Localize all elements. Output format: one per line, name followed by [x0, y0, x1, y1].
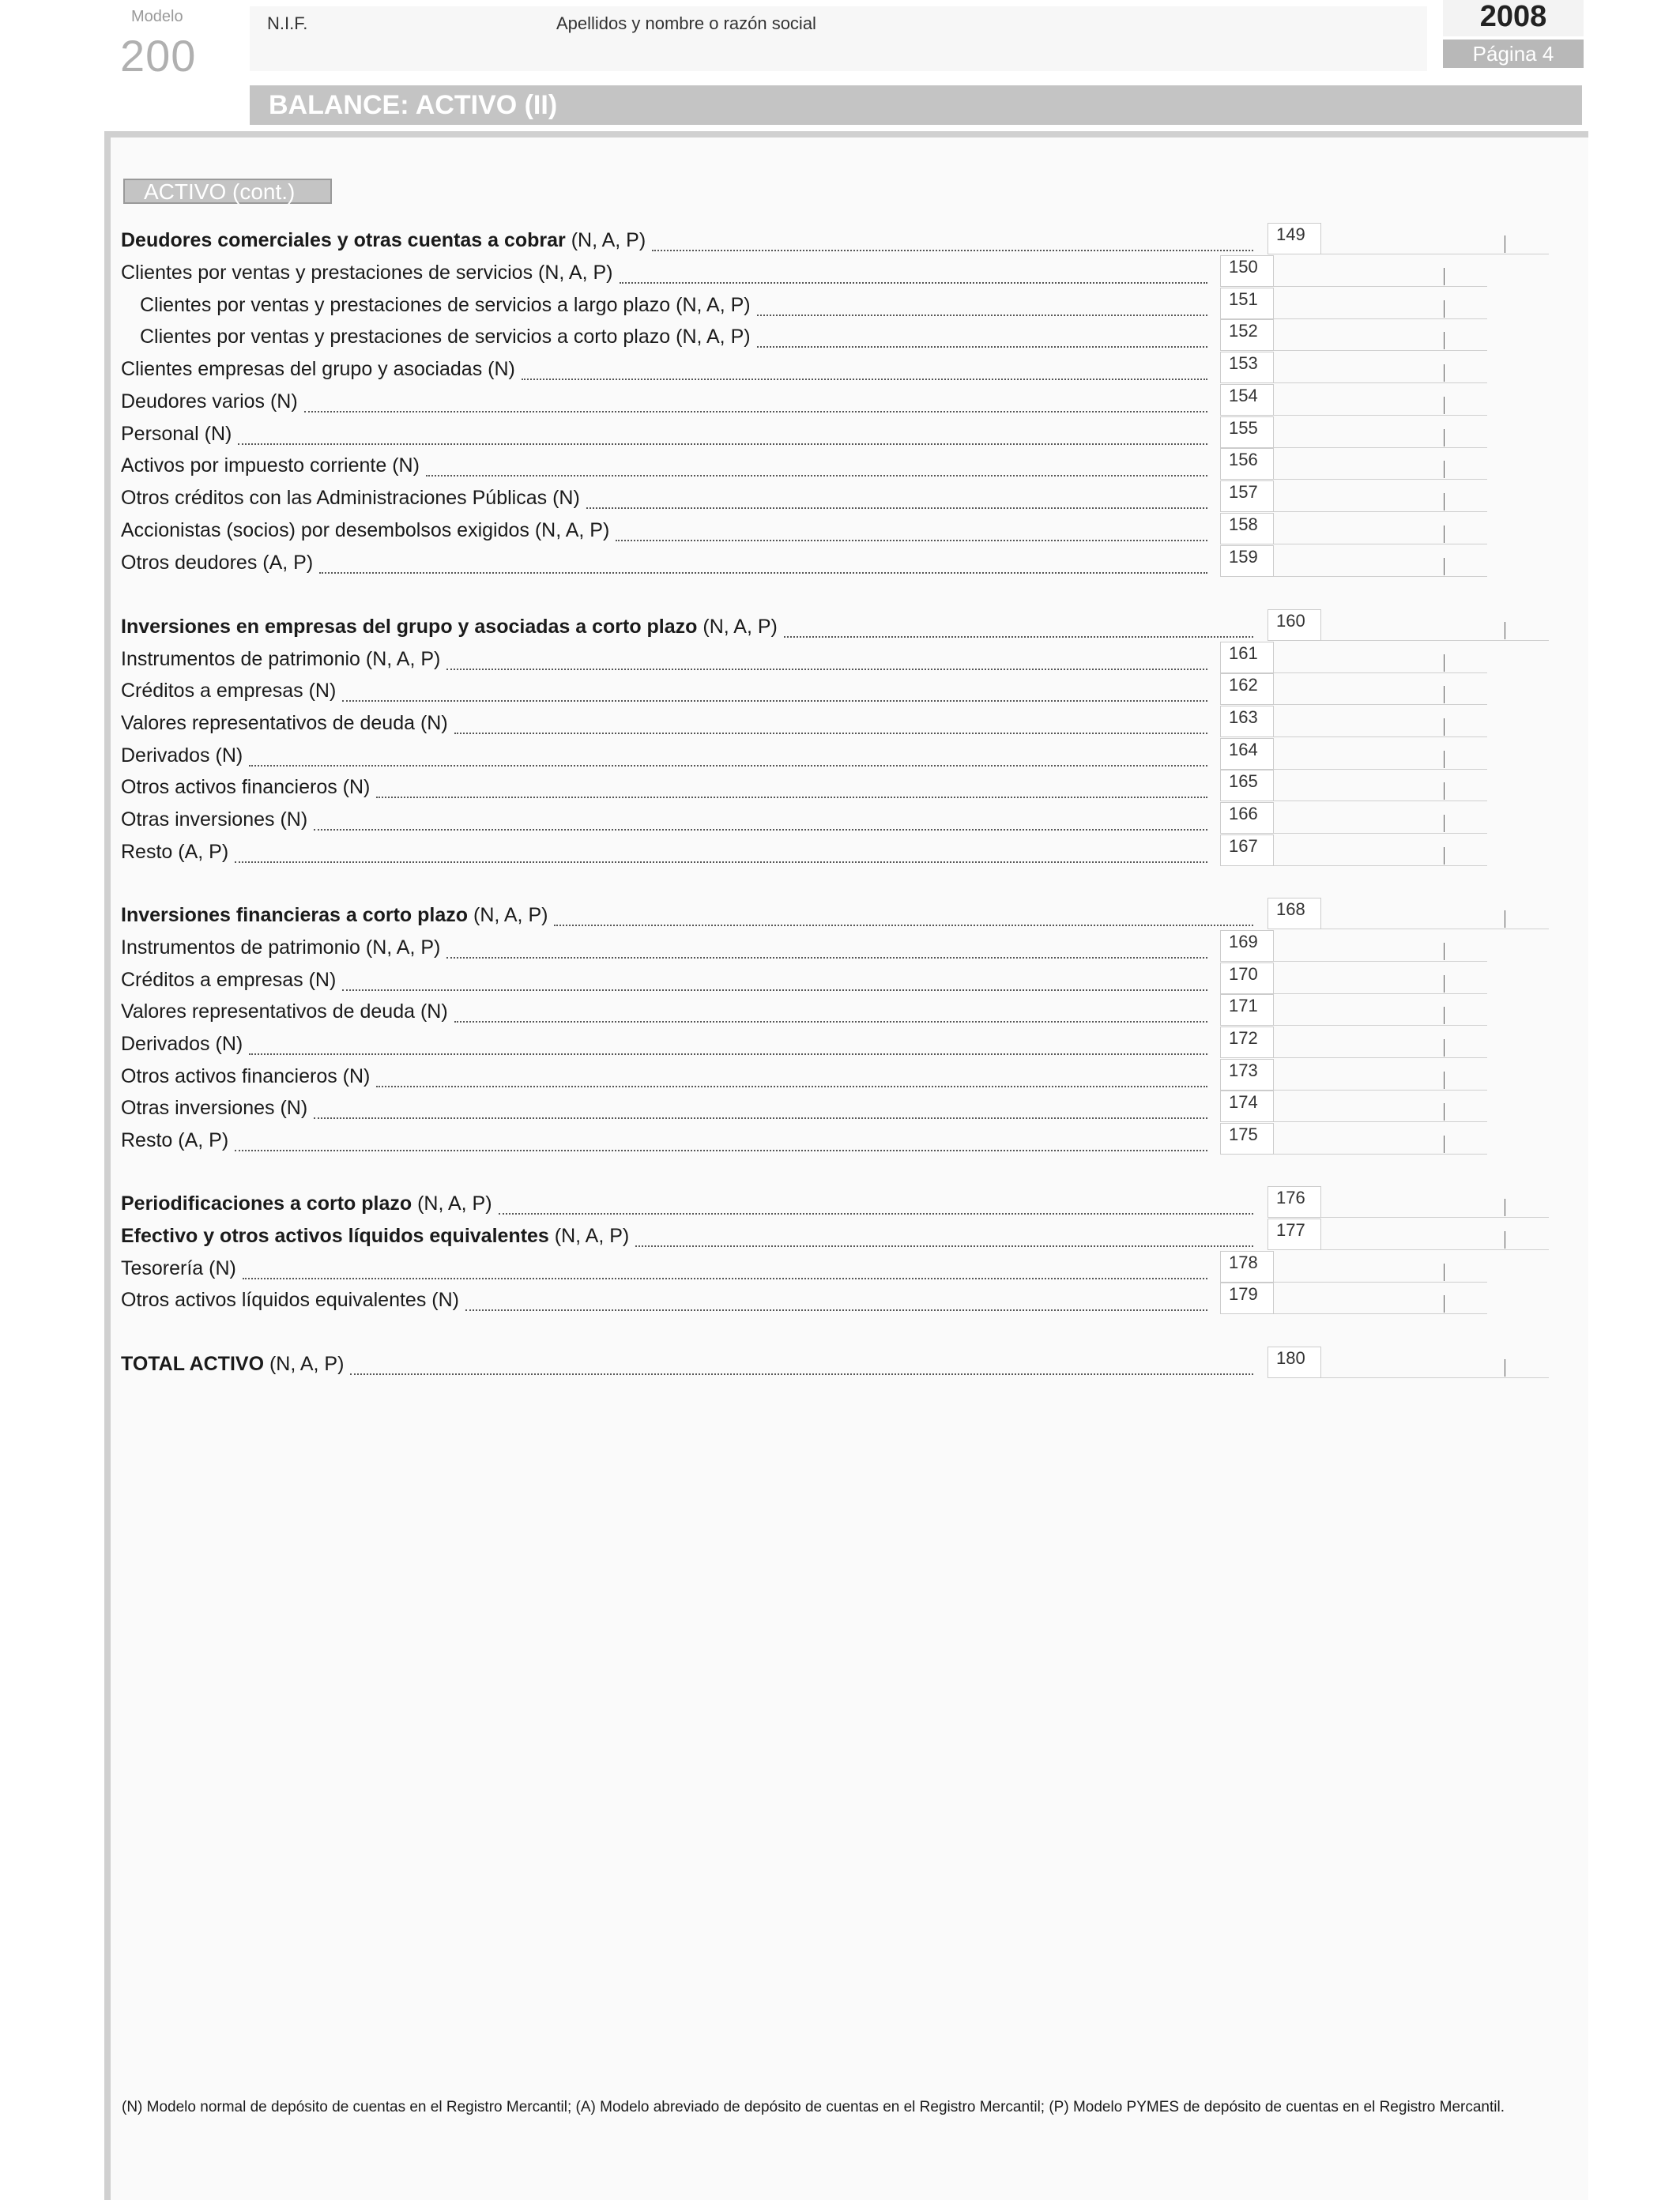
decimal-separator-tick [1444, 815, 1445, 832]
decimal-separator-tick [1444, 782, 1445, 800]
box-code: 149 [1268, 223, 1321, 254]
row-label-text: Clientes por ventas y prestaciones de servicios a corto plazo (N, A, P) [140, 326, 751, 348]
row-label [121, 614, 778, 639]
row-label-text: Otros activos financieros (N) [121, 776, 371, 798]
box-code: 173 [1220, 1059, 1274, 1091]
dot-leader [235, 1150, 1207, 1151]
dot-leader [446, 957, 1207, 959]
row-label-text: Otros activos líquidos equivalentes (N) [121, 1289, 459, 1311]
row-label [121, 807, 307, 832]
box-code: 168 [1268, 898, 1321, 929]
amount-field[interactable] [1321, 640, 1549, 641]
row-label [121, 710, 448, 736]
decimal-separator-tick [1444, 429, 1445, 446]
decimal-separator-tick [1444, 526, 1445, 543]
row-label-text: (N, A, P) [412, 1192, 492, 1215]
dot-leader [499, 1213, 1253, 1215]
row-label [121, 485, 580, 510]
row-label [121, 1095, 307, 1121]
row-label [121, 260, 613, 285]
year-label: 2008 [1479, 0, 1547, 33]
decimal-separator-tick [1444, 300, 1445, 318]
dot-leader [342, 989, 1207, 991]
header-fields-box [250, 6, 1427, 71]
row-label-text: Derivados (N) [121, 1033, 243, 1055]
decimal-separator-tick [1444, 847, 1445, 865]
row-label [121, 1128, 228, 1153]
row-label-text: Otras inversiones (N) [121, 808, 308, 831]
dot-leader [757, 346, 1207, 348]
box-code: 171 [1220, 994, 1274, 1026]
row-label-text: (N, A, P) [548, 1225, 630, 1247]
box-code: 178 [1220, 1251, 1274, 1283]
box-code: 174 [1220, 1091, 1274, 1122]
box-code: 150 [1220, 255, 1274, 287]
row-label [140, 292, 751, 318]
dot-leader [249, 1053, 1207, 1055]
row-label [121, 389, 298, 414]
row-label-text: Personal (N) [121, 423, 232, 445]
box-code: 160 [1268, 609, 1321, 641]
row-label-text: Resto (A, P) [121, 841, 229, 863]
decimal-separator-tick [1444, 975, 1445, 993]
amount-field[interactable] [1274, 576, 1487, 577]
dot-leader [454, 733, 1207, 734]
row-label [121, 999, 448, 1024]
row-label-text: Créditos a empresas (N) [121, 680, 337, 702]
row-label [121, 1031, 243, 1057]
row-label [121, 743, 243, 768]
row-label-bold: Inversiones en empresas del grupo y asociadas a corto plazo [121, 616, 698, 638]
decimal-separator-tick [1444, 364, 1445, 382]
amount-field[interactable] [1274, 1154, 1487, 1155]
box-code: 151 [1220, 288, 1274, 319]
page-number: Página 4 [1443, 40, 1584, 68]
row-label-text: Accionistas (socios) por desembolsos exigidos (N, A, P) [121, 519, 610, 541]
dot-leader [249, 765, 1207, 767]
row-label [121, 902, 548, 928]
box-code: 165 [1220, 770, 1274, 801]
dot-leader [586, 507, 1207, 509]
amount-field[interactable] [1321, 1217, 1549, 1218]
row-label-text: Otros deudores (A, P) [121, 552, 314, 574]
dot-leader [376, 797, 1207, 798]
row-label-text: Clientes por ventas y prestaciones de servicios (N, A, P) [121, 262, 613, 284]
box-code: 169 [1220, 930, 1274, 962]
dot-leader [616, 540, 1207, 541]
row-label [121, 518, 609, 543]
box-code: 158 [1220, 513, 1274, 544]
row-label-text: Otros créditos con las Administraciones Públicas (N) [121, 487, 580, 509]
row-label [121, 678, 336, 703]
decimal-separator-tick [1444, 461, 1445, 478]
decimal-separator-tick [1444, 1264, 1445, 1281]
modelo-number: 200 [120, 31, 197, 81]
row-label [121, 1287, 459, 1313]
box-code: 163 [1220, 706, 1274, 737]
amount-field[interactable] [1321, 1377, 1549, 1378]
box-code: 152 [1220, 319, 1274, 351]
row-label-text: Instrumentos de patrimonio (N, A, P) [121, 648, 441, 670]
box-code: 155 [1220, 416, 1274, 448]
amount-field[interactable] [1274, 736, 1487, 737]
box-code: 159 [1220, 545, 1274, 577]
amount-field[interactable] [1274, 672, 1487, 673]
box-code: 180 [1268, 1347, 1321, 1378]
box-code: 175 [1220, 1123, 1274, 1155]
amount-field[interactable] [1274, 704, 1487, 705]
row-label [140, 324, 751, 349]
form-panel [104, 131, 1588, 2200]
decimal-separator-tick [1444, 1103, 1445, 1121]
apellidos-label: Apellidos y nombre o razón social [556, 13, 816, 33]
row-label [121, 453, 420, 478]
row-label-text: Clientes por ventas y prestaciones de servicios a largo plazo (N, A, P) [140, 294, 751, 316]
amount-field[interactable] [1274, 993, 1487, 994]
row-label-bold: Periodificaciones a corto plazo [121, 1192, 412, 1215]
amount-field[interactable] [1274, 865, 1487, 866]
decimal-separator-tick [1444, 1295, 1445, 1313]
amount-field[interactable] [1274, 1313, 1487, 1314]
amount-field[interactable] [1274, 479, 1487, 480]
row-label [121, 1223, 629, 1249]
row-label-text: Otras inversiones (N) [121, 1097, 308, 1119]
row-label-text: Clientes empresas del grupo y asociadas (N) [121, 358, 515, 380]
decimal-separator-tick [1444, 1007, 1445, 1024]
dot-leader [635, 1245, 1253, 1247]
section-tab: ACTIVO (cont.) [123, 179, 332, 204]
dot-leader [235, 861, 1207, 863]
dot-leader [465, 1309, 1207, 1311]
amount-field[interactable] [1274, 769, 1487, 770]
row-label [121, 1256, 236, 1281]
amount-field[interactable] [1274, 382, 1487, 383]
row-label-text: (N, A, P) [565, 229, 646, 251]
box-code: 170 [1220, 962, 1274, 994]
row-label [121, 1191, 492, 1216]
amount-field[interactable] [1274, 1282, 1487, 1283]
row-label [121, 356, 515, 382]
dot-leader [554, 925, 1253, 926]
amount-field[interactable] [1274, 1057, 1487, 1058]
box-code: 167 [1220, 834, 1274, 866]
row-label-text: (N, A, P) [264, 1353, 345, 1375]
box-code: 153 [1220, 352, 1274, 383]
box-code: 179 [1220, 1283, 1274, 1314]
decimal-separator-tick [1444, 332, 1445, 349]
amount-field[interactable] [1274, 415, 1487, 416]
decimal-separator-tick [1444, 943, 1445, 960]
dot-leader [446, 669, 1207, 670]
row-label [121, 839, 228, 865]
amount-field[interactable] [1274, 961, 1487, 962]
row-label-bold: Deudores comerciales y otras cuentas a cobrar [121, 229, 566, 251]
dot-leader [243, 1278, 1207, 1279]
amount-field[interactable] [1274, 1025, 1487, 1026]
row-label-text: Valores representativos de deuda (N) [121, 1000, 448, 1023]
amount-field[interactable] [1321, 1249, 1549, 1250]
dot-leader [342, 700, 1207, 702]
dot-leader [757, 315, 1207, 316]
box-code: 166 [1220, 802, 1274, 834]
row-label-text: Tesorería (N) [121, 1257, 236, 1279]
decimal-separator-tick [1444, 268, 1445, 285]
dot-leader [304, 411, 1207, 412]
decimal-separator-tick [1444, 654, 1445, 672]
row-label-bold: TOTAL ACTIVO [121, 1353, 265, 1375]
amount-field[interactable] [1274, 833, 1487, 834]
dot-leader [350, 1373, 1253, 1375]
box-code: 177 [1268, 1219, 1321, 1250]
row-label-text: (N, A, P) [697, 616, 778, 638]
row-label [121, 1064, 370, 1089]
decimal-separator-tick [1444, 1039, 1445, 1057]
row-label-text: Créditos a empresas (N) [121, 969, 337, 991]
row-label [121, 967, 336, 993]
row-label-text: Instrumentos de patrimonio (N, A, P) [121, 936, 441, 959]
row-label-bold: Efectivo y otros activos líquidos equivalentes [121, 1225, 549, 1247]
row-label [121, 774, 370, 800]
amount-field[interactable] [1274, 1121, 1487, 1122]
decimal-separator-tick [1444, 493, 1445, 510]
amount-field[interactable] [1274, 1090, 1487, 1091]
row-label [121, 935, 440, 960]
nif-label: N.I.F. [267, 13, 308, 33]
row-label-text: Otros activos financieros (N) [121, 1065, 371, 1087]
box-code: 157 [1220, 480, 1274, 512]
row-label-text: Derivados (N) [121, 744, 243, 767]
decimal-separator-tick [1444, 1072, 1445, 1089]
dot-leader [784, 636, 1253, 638]
box-code: 172 [1220, 1027, 1274, 1058]
dot-leader [376, 1086, 1207, 1087]
decimal-separator-tick [1444, 1136, 1445, 1153]
dot-leader [314, 829, 1207, 831]
dot-leader [238, 443, 1207, 445]
box-code: 162 [1220, 673, 1274, 705]
dot-leader [454, 1021, 1207, 1023]
row-label [121, 421, 232, 446]
row-label-text: Resto (A, P) [121, 1129, 229, 1151]
dot-leader [426, 475, 1207, 477]
row-label-text: (N, A, P) [468, 904, 548, 926]
row-label-text: Deudores varios (N) [121, 390, 298, 412]
row-label [121, 550, 313, 575]
row-label-bold: Inversiones financieras a corto plazo [121, 904, 469, 926]
dot-leader [314, 1117, 1207, 1119]
amount-field[interactable] [1274, 286, 1487, 287]
box-code: 156 [1220, 448, 1274, 480]
row-label-text: Valores representativos de deuda (N) [121, 712, 448, 734]
page-title: BALANCE: ACTIVO (II) [269, 90, 558, 120]
dot-leader [620, 282, 1208, 284]
box-code: 161 [1220, 642, 1274, 673]
row-label [121, 1351, 344, 1377]
decimal-separator-tick [1444, 686, 1445, 703]
decimal-separator-tick [1444, 718, 1445, 736]
modelo-label: Modelo [131, 8, 183, 25]
amount-field[interactable] [1274, 511, 1487, 512]
amount-field[interactable] [1274, 318, 1487, 319]
amount-field[interactable] [1274, 447, 1487, 448]
row-label [121, 228, 646, 253]
decimal-separator-tick [1444, 751, 1445, 768]
decimal-separator-tick [1444, 558, 1445, 575]
decimal-separator-tick [1444, 397, 1445, 414]
box-code: 164 [1220, 738, 1274, 770]
dot-leader [522, 379, 1207, 380]
dot-leader [652, 250, 1253, 251]
dot-leader [319, 572, 1207, 574]
box-code: 176 [1268, 1186, 1321, 1218]
box-code: 154 [1220, 384, 1274, 416]
row-label [121, 646, 440, 672]
row-label-text: Activos por impuesto corriente (N) [121, 454, 420, 477]
footnote: (N) Modelo normal de depósito de cuentas en el Registro Mercantil; (A) Modelo abreviado de depósito de cuentas en el Registro Mercantil; (P) Modelo PYMES de depósito de cuentas en el Registro Mercantil. [122, 2099, 1505, 2115]
amount-field[interactable] [1274, 350, 1487, 351]
